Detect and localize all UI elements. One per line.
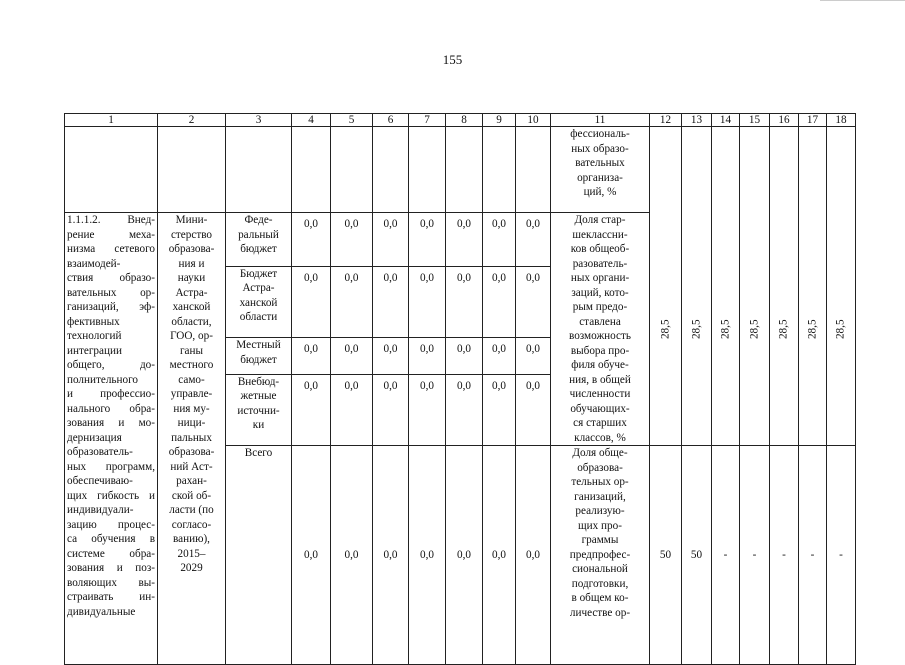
funding-value: 0,0: [373, 213, 409, 267]
header-col-16: 16: [770, 114, 799, 127]
activity-description-line: нального обра-: [67, 402, 155, 415]
funding-value: 0,0: [331, 266, 373, 337]
funding-value: 0,0: [483, 266, 516, 337]
responsible-executor-line: рахан-: [176, 475, 207, 487]
header-col-6: 6: [373, 114, 409, 127]
funding-value: 0,0: [446, 338, 483, 374]
indicator-1-line: шеклассни-: [572, 228, 628, 241]
funding-source-line: источни-: [237, 404, 280, 417]
responsible-executor-line: ГОО, ор-: [170, 330, 213, 342]
carry-indicator-line: ных образо-: [571, 142, 629, 155]
funding-value: 0,0: [409, 338, 446, 374]
activity-description-line: взаимодей-: [67, 257, 121, 270]
indicator-2-value: -: [740, 446, 770, 665]
header-col-14: 14: [712, 114, 740, 127]
indicator-2-value: -: [770, 446, 799, 665]
carry-col12: [650, 127, 682, 213]
funding-source-line: Астра-: [242, 282, 275, 295]
activity-description-line: образователь-: [67, 446, 133, 458]
funding-value: 0,0: [483, 446, 516, 665]
indicator-1-line: классов, %: [574, 431, 626, 444]
header-col-4: 4: [292, 114, 331, 127]
activity-description-line: интеграции: [67, 344, 122, 357]
indicator-1-value-text: 28,5: [690, 318, 703, 339]
indicator-1-value-text: 28,5: [806, 318, 819, 339]
activity-description-line: технологий: [67, 330, 122, 342]
indicator-1-value-text: 28,5: [834, 318, 847, 339]
indicator-2-line: Доля обще-: [572, 447, 628, 459]
funding-value: 0,0: [292, 338, 331, 374]
indicator-1-value: [770, 213, 799, 446]
funding-value: 0,0: [292, 446, 331, 665]
funding-value: 0,0: [409, 374, 446, 445]
responsible-executor-line: образова-: [168, 446, 215, 458]
indicator-1-line: заций, кото-: [571, 286, 629, 299]
activity-description: [65, 213, 158, 665]
funding-source: [226, 446, 292, 665]
funding-value: 0,0: [483, 338, 516, 374]
funding-source-line: Бюджет: [239, 267, 278, 280]
activity-description-line: и профессио-: [67, 388, 155, 400]
activity-description-line: са обучения в: [67, 533, 155, 545]
header-col-15: 15: [740, 114, 770, 127]
activity-description-line: зования и мо-: [67, 417, 155, 429]
activity-description-line: ствия образо-: [67, 272, 155, 284]
activity-description-line: ных программ,: [67, 460, 155, 473]
funding-source-line: Внебюд-: [237, 375, 280, 388]
responsible-executor-line: согласо-: [171, 518, 212, 531]
funding-source-line: Феде-: [244, 214, 273, 226]
carry-row: [65, 127, 856, 213]
indicator-2-value: 50: [682, 446, 712, 665]
responsible-executor-line: 2029: [180, 562, 203, 574]
funding-value: 0,0: [516, 374, 551, 445]
activity-description-line: рение меха-: [67, 228, 155, 241]
activity-description-line: страивать ин-: [67, 591, 155, 603]
page-number: 155: [442, 52, 463, 67]
funding-value: 0,0: [446, 213, 483, 267]
indicator-2-line: реализую-: [575, 505, 625, 517]
funding-value: 0,0: [331, 446, 373, 665]
funding-source-line: ральный: [238, 228, 279, 241]
responsible-executor-line: управле-: [170, 388, 213, 400]
funding-value: 0,0: [331, 338, 373, 374]
responsible-executor-line: ния и: [178, 257, 205, 270]
indicator-1-text: [551, 213, 650, 446]
indicator-2-line: щих про-: [578, 519, 622, 532]
responsible-executor-line: пальных: [171, 431, 212, 444]
funding-value: 0,0: [483, 374, 516, 445]
header-col-11: 11: [551, 114, 650, 127]
responsible-executor-line: ской об-: [171, 489, 212, 502]
funding-value: 0,0: [446, 374, 483, 445]
funding-source-line: бюджет: [240, 353, 277, 366]
indicator-2-line: граммы: [581, 534, 619, 546]
indicator-1-line: возможность: [568, 330, 631, 342]
activity-description-line: ганизаций, эф-: [67, 301, 155, 313]
funding-value: 0,0: [409, 213, 446, 267]
header-col-7: 7: [409, 114, 446, 127]
indicator-1-value-text: 28,5: [748, 318, 761, 339]
funding-value: 0,0: [373, 374, 409, 445]
indicator-2-line: ганизаций,: [574, 490, 626, 503]
header-col-10: 10: [516, 114, 551, 127]
funding-source: [226, 338, 292, 374]
responsible-executor-line: ници-: [177, 417, 206, 429]
header-col-17: 17: [799, 114, 827, 127]
header-col-3: 3: [226, 114, 292, 127]
funding-source: [226, 213, 292, 267]
indicator-2-line: подготовки,: [571, 577, 629, 590]
funding-value: 0,0: [292, 213, 331, 267]
activity-description-line: фективных: [67, 315, 120, 328]
activity-description-line: щих гибкость и: [67, 489, 155, 502]
indicator-2-line: в общем ко-: [571, 592, 629, 604]
responsible-executor-line: ласти (по: [169, 504, 214, 516]
activity-description-line: дивидуальные: [67, 605, 136, 618]
funding-row: [65, 213, 856, 267]
responsible-executor-line: само-: [178, 373, 205, 386]
indicator-1-value-text: 28,5: [719, 318, 732, 339]
indicator-1-line: разователь-: [572, 257, 628, 270]
funding-value: 0,0: [516, 338, 551, 374]
funding-source-line: Всего: [244, 447, 273, 459]
responsible-executor-line: ханской: [172, 301, 211, 313]
indicator-1-line: рым предо-: [572, 301, 628, 313]
indicator-2-value: -: [827, 446, 856, 665]
indicator-1-value-text: 28,5: [777, 318, 790, 339]
header-col-18: 18: [827, 114, 856, 127]
header-col-13: 13: [682, 114, 712, 127]
indicator-1-value: [827, 213, 856, 446]
activity-description-line: индивидуали-: [67, 504, 134, 516]
responsible-executor-line: ний Аст-: [170, 460, 213, 473]
header-col-12: 12: [650, 114, 682, 127]
funding-value: 0,0: [373, 446, 409, 665]
carry-indicator-line: вательных: [575, 157, 625, 169]
indicator-1-line: ния, в общей: [569, 373, 631, 386]
responsible-executor-line: Астра-: [175, 286, 208, 299]
responsible-executor-line: образова-: [168, 243, 215, 255]
indicator-1-line: ных органи-: [570, 272, 630, 284]
funding-value: 0,0: [331, 213, 373, 267]
indicator-1-line: ставлена: [579, 315, 621, 328]
top-edge-line: [820, 0, 905, 2]
indicator-1-line: Доля стар-: [574, 214, 626, 226]
activity-description-line: воляющих вы-: [67, 576, 155, 589]
indicator-1-value: [799, 213, 827, 446]
indicator-1-line: ся старших: [573, 417, 627, 429]
responsible-executor-line: науки: [177, 272, 206, 284]
indicator-2-line: личестве ор-: [569, 606, 631, 619]
carry-indicator-line: ций, %: [583, 186, 617, 198]
carry-col2: [158, 127, 226, 213]
funding-value: 0,0: [373, 338, 409, 374]
funding-value: 0,0: [409, 266, 446, 337]
responsible-executor-line: ганы: [179, 344, 204, 357]
indicator-1-line: обучающих-: [570, 402, 630, 415]
funding-value: 0,0: [373, 266, 409, 337]
indicator-1-value-text: 28,5: [659, 318, 672, 339]
funding-value: 0,0: [409, 446, 446, 665]
funding-value: 0,0: [483, 213, 516, 267]
header-col-1: 1: [65, 114, 158, 127]
responsible-executor: [158, 213, 226, 665]
funding-value: 0,0: [516, 213, 551, 267]
indicator-2-value: 50: [650, 446, 682, 665]
activity-description-line: полнительного: [67, 373, 139, 386]
activity-description-line: 1.1.1.2. Внед-: [67, 214, 155, 226]
activity-description-line: системе обра-: [67, 547, 155, 560]
activity-description-line: низма сетевого: [67, 243, 155, 255]
funding-source: [226, 374, 292, 445]
carry-col3: [226, 127, 292, 213]
funding-source-line: ханской: [239, 296, 278, 309]
indicator-2-value: -: [712, 446, 740, 665]
program-table: [64, 113, 856, 665]
header-row: [65, 114, 856, 127]
indicator-1-line: численности: [569, 388, 631, 400]
indicator-1-value: [740, 213, 770, 446]
funding-source-line: области: [239, 311, 278, 324]
header-col-2: 2: [158, 114, 226, 127]
indicator-1-line: выбора про-: [570, 344, 630, 357]
funding-value: 0,0: [292, 374, 331, 445]
responsible-executor-line: 2015–: [177, 547, 206, 560]
responsible-executor-line: ния му-: [173, 402, 210, 415]
indicator-1-value: [712, 213, 740, 446]
indicator-2-line: тельных ор-: [571, 476, 629, 488]
carry-col1: [65, 127, 158, 213]
funding-value: 0,0: [446, 266, 483, 337]
responsible-executor-line: местного: [169, 359, 214, 371]
funding-source-line: жетные: [240, 390, 277, 403]
carry-indicator-line: фессиональ-: [570, 128, 630, 140]
header-col-5: 5: [331, 114, 373, 127]
funding-source: [226, 266, 292, 337]
indicator-1-line: филя обуче-: [571, 359, 629, 371]
indicator-2-line: предпрофес-: [569, 548, 631, 561]
indicator-2-value: -: [799, 446, 827, 665]
activity-description-line: зацию процес-: [67, 518, 155, 531]
indicator-2-text: [551, 446, 650, 665]
funding-value: 0,0: [516, 266, 551, 337]
indicator-1-value: [682, 213, 712, 446]
funding-source-line: ки: [252, 419, 265, 432]
activity-description-line: обеспечиваю-: [67, 475, 133, 487]
indicator-2-line: сиональной: [572, 563, 628, 575]
header-col-8: 8: [446, 114, 483, 127]
responsible-executor-line: Мини-: [175, 214, 208, 226]
funding-value: 0,0: [292, 266, 331, 337]
header-col-9: 9: [483, 114, 516, 127]
responsible-executor-line: области,: [171, 315, 212, 328]
funding-value: 0,0: [446, 446, 483, 665]
indicator-2-line: образова-: [577, 461, 623, 474]
activity-description-line: зования и поз-: [67, 562, 155, 574]
responsible-executor-line: стерство: [170, 228, 213, 241]
funding-source-line: бюджет: [240, 243, 277, 255]
indicator-1-value: [650, 213, 682, 446]
carry-indicator-line: организа-: [577, 171, 623, 184]
funding-value: 0,0: [516, 446, 551, 665]
activity-description-line: дернизация: [67, 431, 122, 444]
activity-description-line: вательных ор-: [67, 286, 155, 299]
activity-description-line: общего, до-: [67, 359, 155, 371]
indicator-1-line: ков общеоб-: [570, 243, 630, 255]
funding-source-line: Местный: [236, 339, 281, 352]
funding-value: 0,0: [331, 374, 373, 445]
responsible-executor-line: ванию),: [173, 533, 210, 545]
carry-indicator-text: [551, 127, 650, 213]
